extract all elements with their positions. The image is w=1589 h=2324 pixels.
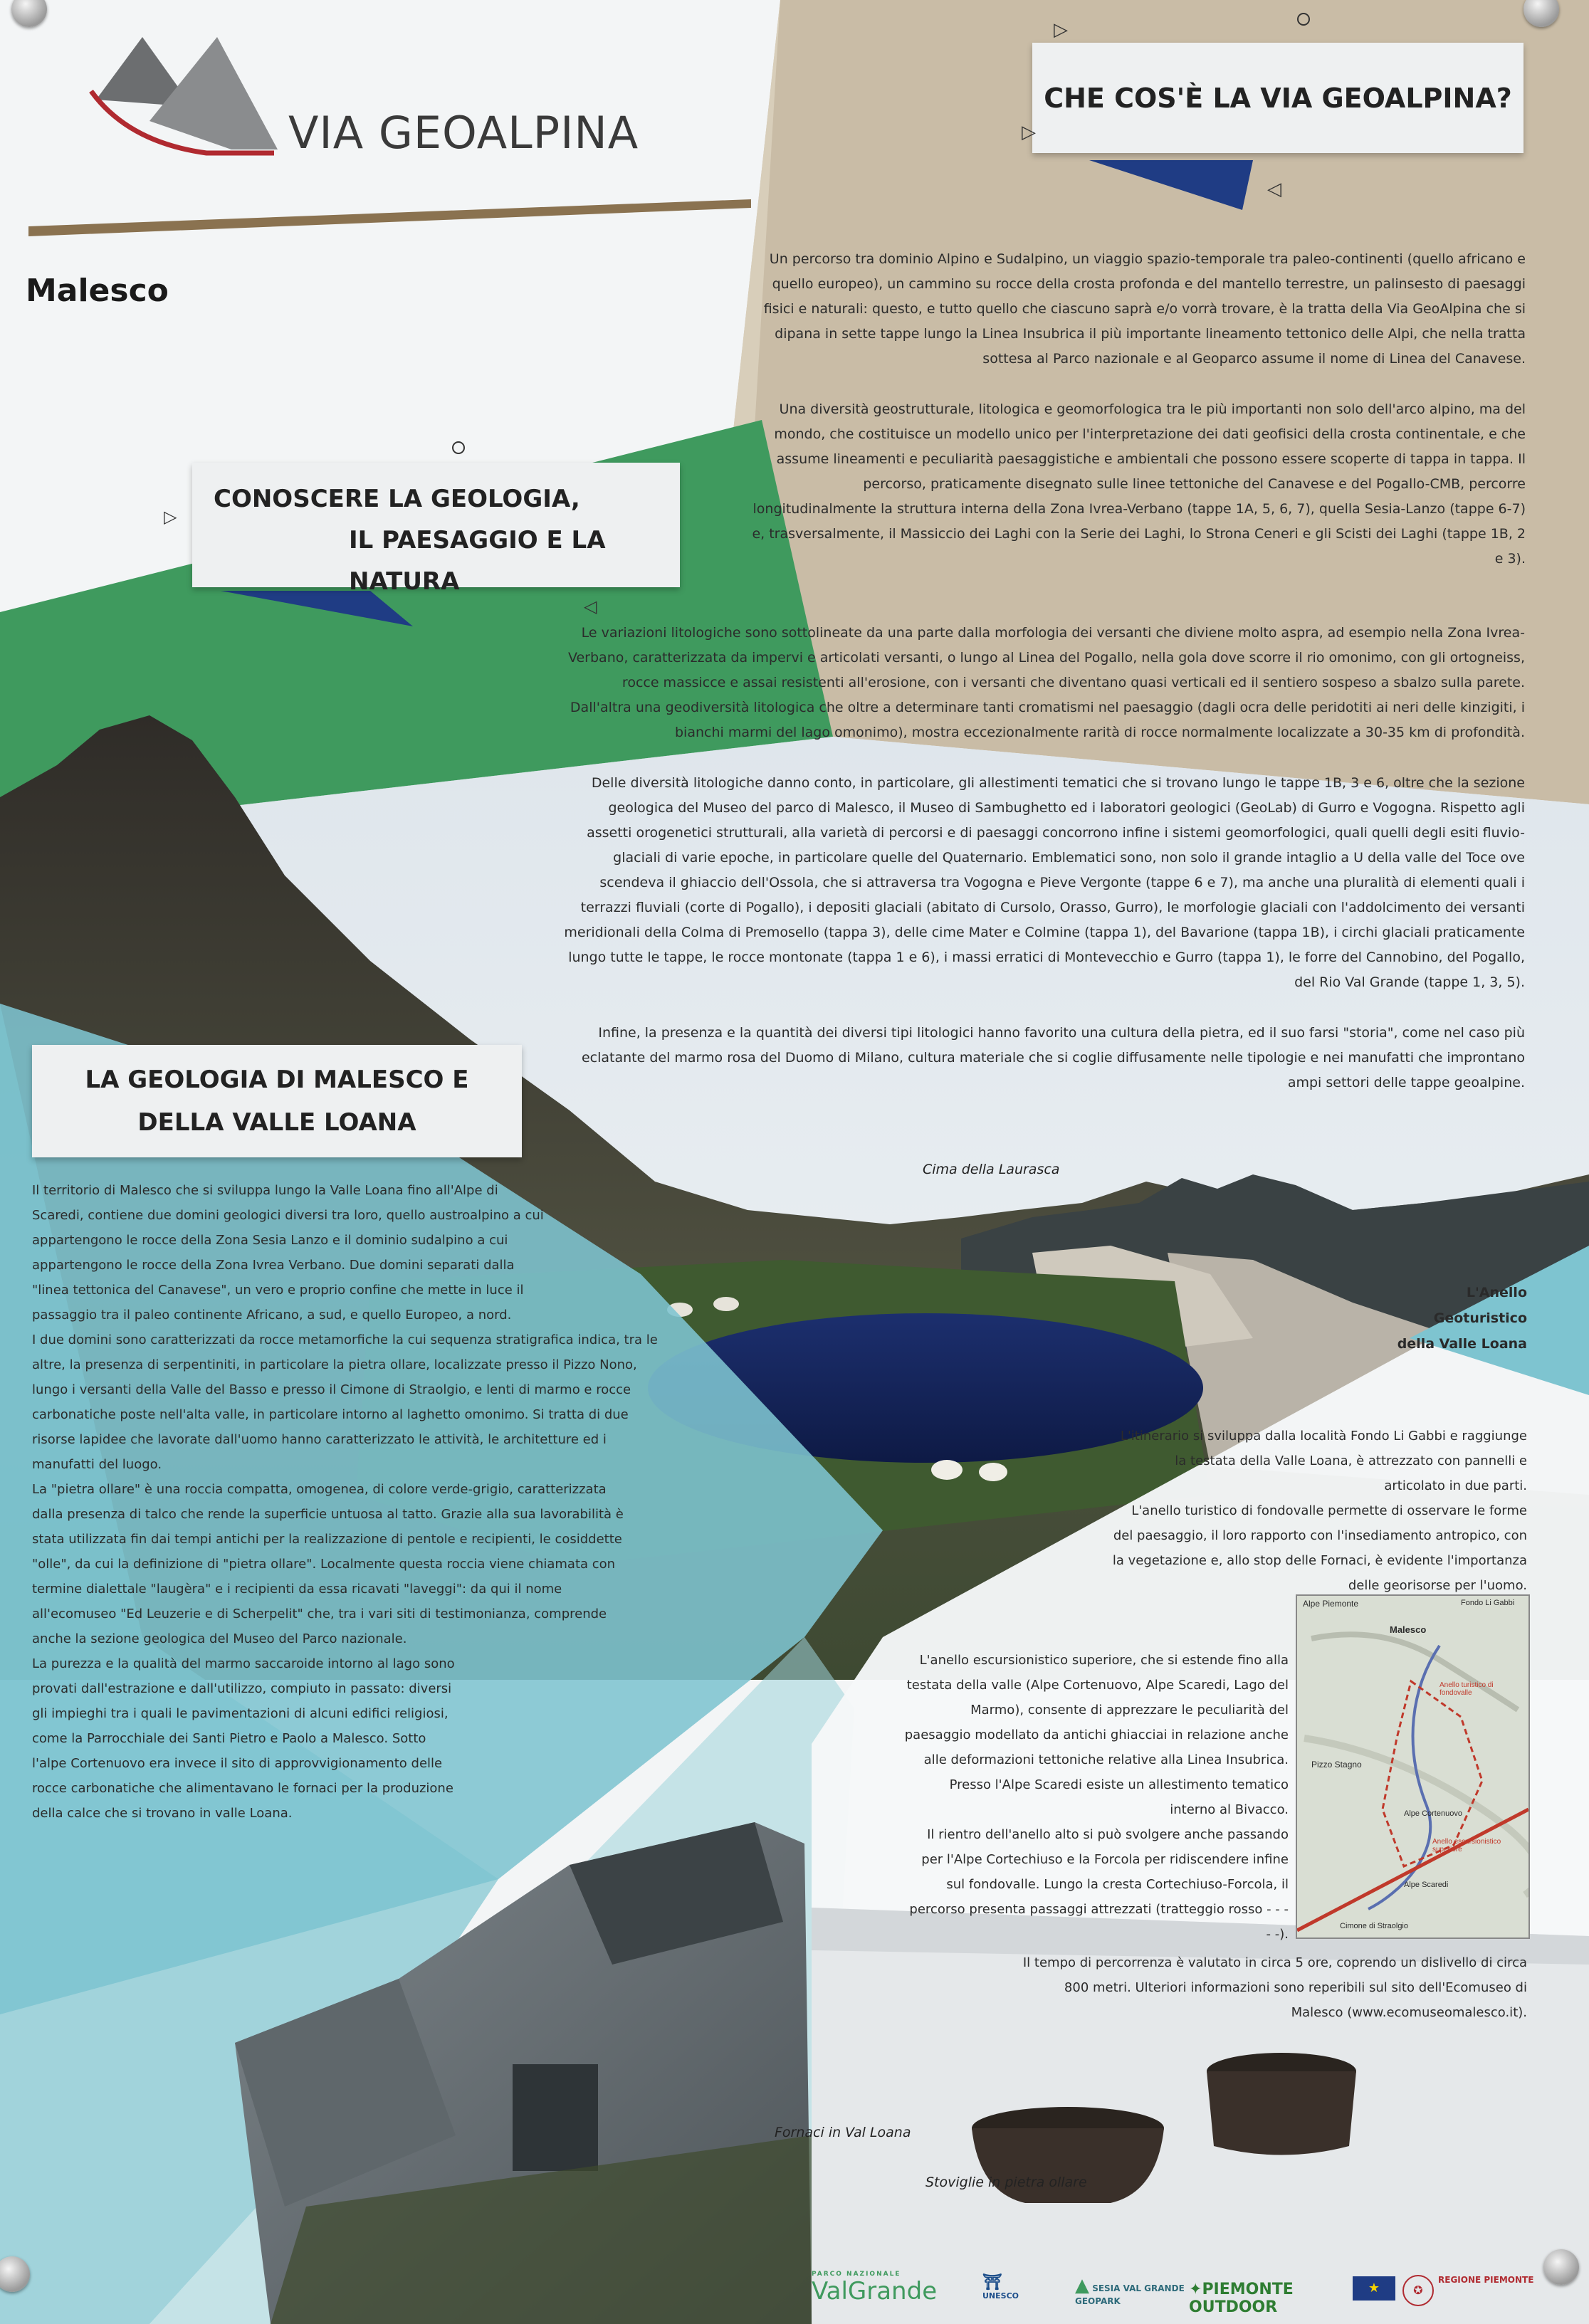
valgrande-logo-name: ValGrande: [812, 2277, 938, 2305]
piemonte-outdoor-icon: ✦: [1189, 2281, 1202, 2298]
geopark-icon: ▲: [1075, 2275, 1089, 2296]
map-label: Cimone di Straolgio: [1340, 1922, 1408, 1930]
what-is-paragraph-2: Una diversità geostrutturale, litologica e geomorfologica tra le più importanti non solo dell'arco alpino, ma del mondo, che costituisce un modello unico per l'interpretazione dei dati geofisici della crosta continentale, e che assume lineamenti e peculiarità paesaggistiche e ambientali che possono essere scoperte di tappa in tappa. Il percorso, praticamente disegnato sulle linee tettoniche del Canavese e del Pogallo-CMB, percorre longitudinalmente la struttura interna della Zona Ivrea-Verbano (tappe 1A, 5, 6, 7), quella Sesia-Lanzo (tappe 6-7) e, trasversalmente, il Massiccio dei Laghi con la Serie dei Laghi, lo Strona Ceneri e gli Scisti dei Laghi (tappe 1B, 2 e 3).: [752, 401, 1526, 567]
geology-body: [32, 1178, 659, 1826]
geology-paragraph-3: La "pietra ollare" è una roccia compatta, omogenea, di colore verde-grigio, caratterizzata dalla presenza di talco che rende la superficie untuosa al tatto. Grazie alla sua lavorabilità è stata utilizzata fin dai tempi antichi per la realizzazione di pentole e recipienti, le cosiddette "olle", da cui la definizione di "pietra ollare". Localmente questa roccia viene chiamata con termine dialettale "laugèra" e i recipienti da essa ricavati "laveggi": da qui il nome all'ecomuseo "Ed Leuzerie e di Scherpelit" che, tra i vari siti di testimonianza, comprende anche la sezione geologica del Museo del Parco nazionale.: [32, 1482, 624, 1646]
ring-paragraph-5: Il tempo di percorrenza è valutato in circa 5 ore, coprendo un dislivello di circa 800 metri. Ulteriori informazioni sono reperibili sul sito dell'Ecomuseo di Malesco (www.ecomuseomalesco.it).: [1022, 1955, 1527, 2020]
trail-map[interactable]: [1296, 1594, 1530, 1939]
location-title: Malesco: [26, 273, 169, 309]
valgrande-logo: [812, 2271, 940, 2310]
ring-paragraph-3: L'anello escursionistico superiore, che si estende fino alla testata della valle (Alpe Cortenuovo, Alpe Scaredi, Lago del Marmo), consente di apprezzare le peculiarità del paesaggio modellato da antichi ghiacciai in relazione anche alle deformazioni tettoniche relative alla Linea Insubrica. Presso l'Alpe Scaredi esiste un allestimento tematico interno al Bivacco.: [904, 1653, 1289, 1817]
map-label: Malesco: [1390, 1624, 1427, 1635]
via-geoalpina-logo: [85, 28, 669, 171]
caption-cima: Cima della Laurasca: [923, 1162, 1060, 1177]
piemonte-outdoor-text: PIEMONTE OUTDOOR: [1189, 2281, 1294, 2316]
piemonte-outdoor-logo: [1189, 2281, 1353, 2316]
map-label: Alpe Scaredi: [1404, 1881, 1449, 1889]
caption-stoviglie: Stoviglie in pietra ollare: [925, 2175, 1087, 2190]
ring-intro: [1111, 1424, 1527, 1598]
regione-piemonte-logo: [1438, 2275, 1538, 2285]
ring-paragraph-1: L'itinerario si sviluppa dalla località Fondo Li Gabbi e raggiunge la testata della Valle Loana, è attrezzato con pannelli e articolato in due parti.: [1120, 1429, 1527, 1493]
republic-emblem-icon: ✪: [1402, 2275, 1434, 2306]
what-is-heading-text: CHE COS'È LA VIA GEOALPINA?: [1044, 82, 1512, 114]
footer-logos: [812, 2271, 1538, 2316]
ring-paragraph-2: L'anello turistico di fondovalle permette di osservare le forme del paesaggio, il loro rapporto con l'insediamento antropico, con la vegetazione e, allo stop delle Fornaci, è evidente l'importanza delle georisorse per l'uomo.: [1112, 1503, 1527, 1593]
ring-title-line-3: della Valle Loana: [1397, 1336, 1527, 1352]
play-marker-icon: ▷: [164, 508, 177, 527]
screw-bottom-right: [1543, 2249, 1579, 2285]
geology-paragraph-1: Il territorio di Malesco che si sviluppa lungo la Valle Loana fino all'Alpe di Scaredi, contiene due domini geologici diversi tra loro, quello austroalpino a cui appartengono le rocce della Zona Sesia Lanzo e il dominio sudalpino a cui appartengono le rocce della Zona Ivrea Verbano. Due domini separati dalla "linea tettonica del Canavese", un vero e proprio confine che mette in luce il passaggio tra il paleo continente Africano, a sud, e quello Europeo, a nord.: [32, 1183, 544, 1323]
ring-title-line-2: Geoturistico: [1433, 1310, 1527, 1326]
geology-heading-line-1: LA GEOLOGIA DI MALESCO E: [85, 1066, 469, 1094]
geology-paragraph-2: I due domini sono caratterizzati da rocce metamorfiche la cui sequenza stratigrafica indica, tra le altre, la presenza di serpentiniti, in particolare la pietra ollare, localizzate presso il Pizzo Nono, lungo i versanti della Valle del Basso e presso il Cimone di Straolgio, e lenti di marmo e rocce carbonatiche poste nell'alta valle, in particolare intorno al laghetto omonimo. Si tratta di due risorse lapidee che lavorate dall'uomo hanno caratterizzato le attività, le architetture ed i manufatti del luogo.: [32, 1332, 658, 1472]
knowing-heading-line-2: IL PAESAGGIO E LA NATURA: [349, 526, 606, 596]
knowing-paragraph-1: Le variazioni litologiche sono sottolineate da una parte dalla morfologia dei versanti che diviene molto aspra, ad esempio nella Zona Ivrea-Verbano, caratterizzata da impervi e articolati versanti, o lungo al Linea del Pogallo, nella gola dove scorre il rio omonimo, con gli ortogneiss, rocce massicce e assai resistenti all'erosione, con i versanti che diventano quasi verticali ed il sentiero sospeso a sbalzo sulla parete. Dall'altra una geodiversità litologica che oltre a determinare tanti cromatismi nel paesaggio (dagli ocra delle peridotiti ai neri delle kinzigiti, i bianchi marmi del lago omonimo), mostra eccezionalmente rarità di rocce normalmente localizzate a 30-35 km di profondità.: [567, 625, 1525, 740]
knowing-body: [562, 621, 1525, 1121]
ring-footer: [1011, 1950, 1527, 2025]
knowing-paragraph-3: Infine, la presenza e la quantità dei diversi tipi litologici hanno favorito una cultura della pietra, ed il suo farsi "storia", come nel caso più eclatante del marmo rosa del Duomo di Milano, cultura materiale che si coglie diffusamente nelle tipologie e nei manufatti che improntano ampi settori delle tappe geoalpine.: [581, 1025, 1525, 1090]
eu-flag-icon: ★: [1353, 2276, 1395, 2301]
unesco-logo-text: UNESCO: [982, 2291, 1019, 2301]
map-label: Alpe Piemonte: [1303, 1599, 1359, 1609]
knowing-paragraph-2: Delle diversità litologiche danno conto, in particolare, gli allestimenti tematici che si trovano lungo le tappe 1B, 3 e 6, oltre che la sezione geologica del Museo del parco di Malesco, il Museo di Sambughetto ed i laboratori geologici (GeoLab) di Gurro e Vogogna. Rispetto agli assetti orogenetici strutturali, alla varietà di percorsi e di paesaggi concorrono infine i sistemi geomorfologici, quali quelli degli esiti fluvio-glaciali di varie epoche, in particolare quelle del Quaternario. Emblematici sono, non solo il grande intaglio a U della valle del Toce ove scendeva il ghiaccio dell'Ossola, che si attraversa tra Vogogna e Pieve Vergonte (tappe 6 e 7), ma anche una pluralità di elementi quali i terrazzi fluviali (corte di Pogallo), i depositi glaciali (abitato di Cursolo, Orasso, Gurro), le morfologie glaciali con l'addolcimento dei versanti meridionali della Colma di Premosello (tappa 3), delle cime Mater e Colmine (tappa 1), del Bavarione (tappa 1B), i circhi glaciali praticamente lungo tutte le tappe, le rocce montonate (tappa 1 e 6), i massi erratici di Montevecchio e Gurro (tappa 1), le forre del Cannobino, del Pogallo, del Rio Val Grande (tappe 1, 3, 5).: [564, 775, 1525, 990]
map-legend: Anello turistico di fondovalle: [1439, 1681, 1494, 1697]
mountain-logo-icon: [85, 28, 278, 164]
play-marker-icon: ◁: [584, 597, 597, 616]
play-marker-icon: ◁: [1267, 178, 1281, 199]
knowing-heading: [192, 463, 680, 596]
ring-title-line-1: L'Anello: [1466, 1285, 1527, 1300]
geology-heading: [32, 1045, 522, 1157]
circle-marker-icon: [452, 441, 465, 454]
valgrande-logo-top: PARCO NAZIONALE: [812, 2271, 901, 2278]
geopark-logo-text: SESIA VAL GRANDE GEOPARK: [1075, 2283, 1185, 2306]
unesco-logo: [982, 2273, 1039, 2301]
ring-middle: [904, 1648, 1289, 1947]
brand-name: VIA GEOALPINA: [288, 107, 639, 159]
map-label: Fondo Li Gabbi: [1461, 1599, 1515, 1607]
circle-marker-icon: [1297, 13, 1310, 26]
what-is-paragraph-1: Un percorso tra dominio Alpino e Sudalpino, un viaggio spazio-temporale tra paleo-continenti (quello africano e quello europeo), un cammino su rocce della crosta profonda e del mantello terrestre, un palinsesto di paesaggi fisici e naturali: questo, e tutto quello che ciascuno saprà e/o vorrà trovare, è la tratta della Via GeoAlpina che si dipana in sette tappe lungo la Linea Insubrica il più importante lineamento tettonico delle Alpi, che nella tratta sottesa al Parco nazionale e al Geoparco assume il nome di Linea del Canavese.: [763, 251, 1526, 367]
caption-fornaci: Fornaci in Val Loana: [775, 2125, 911, 2140]
play-marker-icon: ▷: [1054, 19, 1068, 40]
ring-title: [1281, 1280, 1527, 1357]
map-label: Pizzo Stagno: [1311, 1760, 1362, 1770]
ring-paragraph-4: Il rientro dell'anello alto si può svolgere anche passando per l'Alpe Cortechiuso e la Forcola per ridiscendere infine sul fondovalle. Lungo la cresta Cortechiuso-Forcola, il percorso presenta passaggi attrezzati (tratteggio rosso - - - - -).: [909, 1827, 1289, 1942]
regione-piemonte-text: REGIONE PIEMONTE: [1438, 2275, 1534, 2285]
geopark-logo: [1075, 2275, 1203, 2306]
geology-paragraph-4: La purezza e la qualità del marmo saccaroide intorno al lago sono provati dall'estrazione e dall'utilizzo, compiuto in passato: diversi gli impieghi tra i quali le pavimentazioni di alcuni edifici religiosi, come la Parrocchiale dei Santi Pietro e Paolo a Malesco. Sotto l'alpe Cortenuovo era invece il sito di approvvigionamento delle rocce carbonatiche che alimentavano le fornaci per la produzione della calce che si trovano in valle Loana.: [32, 1656, 455, 1821]
play-marker-icon: ▷: [1022, 121, 1036, 142]
geology-heading-line-2: DELLA VALLE LOANA: [137, 1108, 416, 1137]
map-label: Alpe Cortenuovo: [1404, 1809, 1462, 1818]
unesco-temple-icon: ⛩: [982, 2273, 1002, 2291]
what-is-heading: [1032, 43, 1524, 153]
knowing-heading-line-1: CONOSCERE LA GEOLOGIA,: [214, 485, 580, 513]
what-is-body: [751, 247, 1526, 597]
map-legend: Anello escursionistico superiore: [1432, 1838, 1501, 1854]
